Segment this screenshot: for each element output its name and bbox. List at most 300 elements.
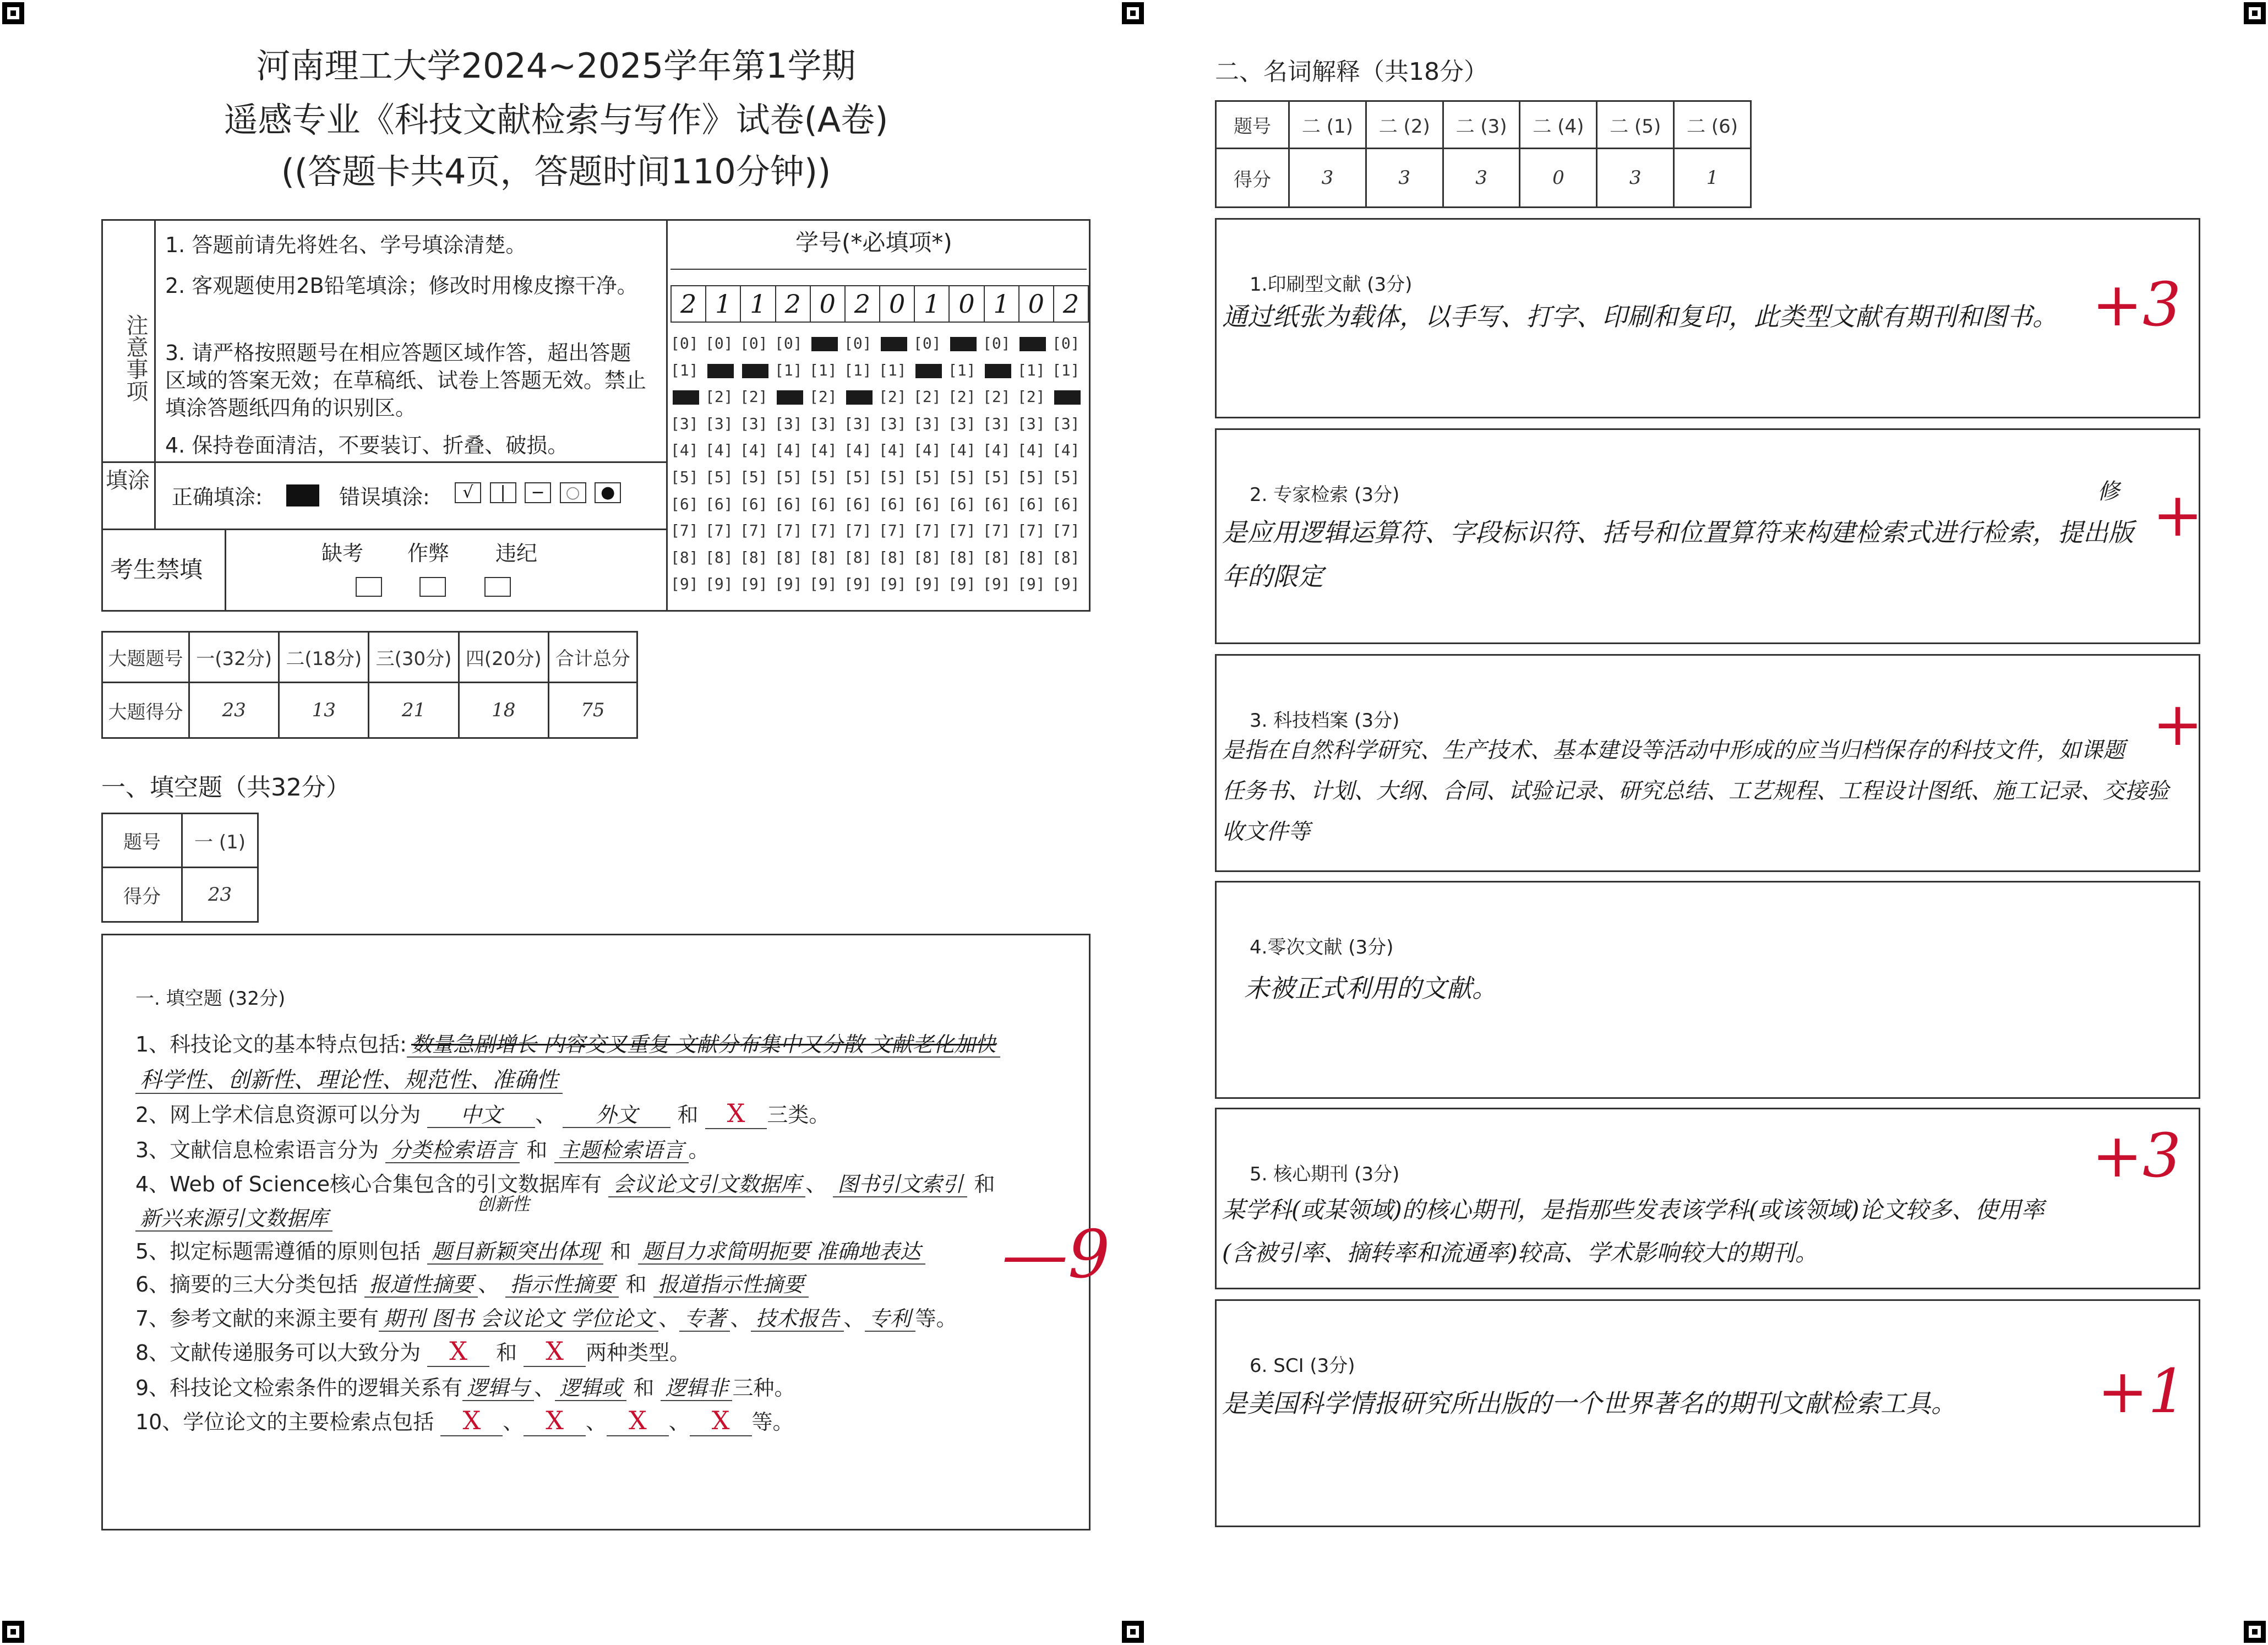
omr-bubble[interactable]: [9] [948, 575, 976, 593]
term-label: 1.印刷型文献 (3分) [1250, 274, 1413, 296]
question-answer: 题目力求简明扼要 准确地表达 [638, 1239, 925, 1265]
divider-vertical-fill [154, 461, 156, 529]
omr-bubble[interactable]: [9] [670, 575, 699, 593]
omr-bubble[interactable]: [3] [948, 414, 976, 433]
omr-bubble[interactable]: [8] [1017, 548, 1045, 567]
term-box-3 [1215, 654, 2204, 872]
omr-bubble[interactable]: [7] [913, 521, 941, 540]
omr-bubble-filled [742, 364, 768, 378]
corner-mark-bottom-center [1122, 1621, 1144, 1643]
omr-bubble[interactable]: [2] [948, 388, 976, 406]
omr-bubble[interactable]: [9] [844, 575, 872, 593]
section2-q-no: 二 (1) [1289, 101, 1366, 149]
exam-title-line1: 河南理工大学2024~2025学年第1学期 [256, 46, 856, 86]
omr-bubble[interactable]: [8] [879, 548, 907, 567]
term-label: 2. 专家检索 (3分) [1250, 484, 1400, 506]
omr-bubble[interactable] [844, 384, 879, 411]
question-connector: 和 [496, 1341, 517, 1365]
forbid-label: 考生禁填 [110, 556, 203, 583]
omr-bubble[interactable]: [6] [740, 494, 768, 513]
divider-vertical-forbid [225, 529, 226, 612]
omr-bubble[interactable]: [3] [879, 414, 907, 433]
section2-q-no: 二 (6) [1674, 101, 1751, 149]
corner-mark-bottom-left [2, 1621, 24, 1643]
question-note: 创新性 [477, 1194, 530, 1214]
fill-correct-label: 正确填涂: [172, 485, 263, 509]
section1-inner-title: 一. 填空题 (32分) [135, 988, 286, 1010]
question-connector: 和 [677, 1103, 699, 1127]
summary-header: 一(32分) [189, 632, 279, 683]
omr-bubble[interactable]: [8] [983, 548, 1011, 567]
omr-bubble[interactable] [948, 330, 983, 357]
omr-bubble[interactable]: [7] [879, 521, 907, 540]
omr-bubble[interactable]: [8] [948, 548, 976, 567]
section2-score-table [1215, 100, 1752, 208]
omr-bubble[interactable] [740, 357, 775, 384]
omr-bubble[interactable]: [6] [775, 494, 803, 513]
omr-bubble[interactable] [775, 384, 809, 411]
omr-bubble[interactable]: [1] [1017, 361, 1045, 379]
question-answer: 逻辑与 [462, 1376, 534, 1401]
question-prompt: 4、Web of Science核心合集包含的引文数据库有 [135, 1172, 602, 1196]
summary-score: 75 [548, 683, 637, 738]
notice-item-2: 2. 客观题使用2B铅笔填涂；修改时用橡皮擦干净。 [165, 274, 638, 298]
omr-bubble[interactable]: [3] [913, 414, 941, 433]
summary-header: 合计总分 [548, 632, 637, 683]
omr-bubble[interactable]: [6] [1052, 494, 1080, 513]
cross-mark: X [705, 1098, 767, 1129]
omr-bubble[interactable]: [9] [879, 575, 907, 593]
question-answer: 主题检索语言 [554, 1138, 689, 1163]
cross-mark: X [524, 1406, 586, 1436]
question-end: 三种。 [732, 1376, 795, 1400]
summary-row-label: 大题得分 [102, 683, 189, 738]
question-4-cont [135, 1194, 530, 1232]
omr-bubble[interactable]: [7] [948, 521, 976, 540]
omr-bubble[interactable]: [4] [809, 441, 837, 460]
cross-mark: X [440, 1406, 503, 1436]
omr-bubble[interactable]: [8] [1052, 548, 1080, 567]
student-id-omr-grid[interactable] [670, 330, 1087, 600]
term-box-6 [1215, 1299, 2200, 1527]
omr-bubble[interactable]: [7] [809, 521, 837, 540]
omr-bubble[interactable]: [6] [983, 494, 1011, 513]
omr-bubble[interactable]: [0] [705, 334, 733, 352]
omr-bubble[interactable]: [7] [740, 521, 768, 540]
omr-bubble[interactable]: [0] [1052, 334, 1080, 352]
omr-bubble[interactable]: [0] [983, 334, 1011, 352]
summary-score: 13 [279, 683, 369, 738]
omr-bubble[interactable]: [0] [775, 334, 803, 352]
forbid-violation-checkbox[interactable] [484, 577, 511, 597]
term-box-1 [1215, 218, 2200, 418]
omr-bubble[interactable]: [8] [670, 548, 699, 567]
section2-score: 0 [1520, 149, 1597, 208]
summary-score: 21 [369, 683, 459, 738]
term-answer-line: 通过纸张为载体，以手写、打字、印刷和复印，此类型文献有期刊和图书。 [1222, 302, 2058, 331]
section2-title: 二、名词解释（共18分） [1215, 58, 1488, 86]
term-score-mark: +3 [2092, 269, 2182, 340]
term-answer-line: 是指在自然科学研究、生产技术、基本建设等活动中形成的应当归档保存的科技文件，如课题 [1222, 738, 2125, 763]
section2-q-no: 二 (3) [1443, 101, 1520, 149]
forbid-violation-label: 违纪 [495, 541, 538, 565]
question-3 [135, 1133, 710, 1163]
omr-bubble[interactable] [879, 330, 913, 357]
omr-bubble[interactable]: [7] [705, 521, 733, 540]
omr-bubble-filled [950, 337, 977, 351]
question-answer: 指示性摘要 [505, 1272, 619, 1298]
summary-header: 三(30分) [369, 632, 459, 683]
question-prompt: 5、拟定标题需遵循的原则包括 [135, 1239, 421, 1263]
term-score-mark: +1 [2097, 1356, 2187, 1426]
omr-bubble[interactable]: [9] [740, 575, 768, 593]
omr-bubble[interactable]: [2] [1017, 388, 1045, 406]
question-answer: 图书引文索引 [833, 1172, 967, 1197]
divider-horizontal-2 [101, 529, 666, 530]
omr-bubble[interactable]: [3] [983, 414, 1011, 433]
omr-bubble[interactable]: [3] [775, 414, 803, 433]
term-answer-line: (含被引率、摘转率和流通率)较高、学术影响较大的期刊。 [1222, 1239, 1818, 1266]
summary-score: 18 [459, 683, 548, 738]
term-box-2 [1215, 428, 2204, 644]
question-10: 10、学位论文的主要检索点包括 X 、 X 、 X 、 X 等。 [135, 1406, 794, 1435]
omr-bubble[interactable]: [3] [1017, 414, 1045, 433]
term-label: 6. SCI (3分) [1250, 1355, 1355, 1377]
omr-bubble[interactable]: [8] [740, 548, 768, 567]
notice-item-4: 4. 保持卷面清洁，不要装订、折叠、破损。 [165, 433, 569, 457]
section2-q-header: 题号 [1216, 101, 1289, 149]
omr-bubble[interactable]: [5] [809, 468, 837, 486]
omr-bubble[interactable]: [6] [948, 494, 976, 513]
question-1 [135, 1027, 1000, 1058]
student-id-digit: 2 [776, 286, 811, 322]
student-id-digit: 0 [880, 286, 915, 322]
term-note: 修 [2097, 479, 2119, 504]
question-prompt: 2、网上学术信息资源可以分为 [135, 1103, 421, 1127]
omr-bubble-filled [707, 364, 734, 378]
question-answer: 数量急剧增长 内容交叉重复 文献分布集中又分散 文献老化加快 [407, 1032, 1000, 1058]
omr-bubble[interactable]: [3] [1052, 414, 1080, 433]
section1-score: 23 [182, 868, 258, 922]
question-prompt: 1、科技论文的基本特点包括: [135, 1032, 407, 1056]
omr-bubble[interactable]: [5] [1052, 468, 1080, 486]
student-id-digit: 1 [706, 286, 741, 322]
omr-bubble[interactable]: [3] [705, 414, 733, 433]
section1-answer-box [101, 934, 1091, 1530]
omr-bubble[interactable]: [5] [1017, 468, 1045, 486]
omr-bubble[interactable]: [5] [844, 468, 872, 486]
omr-bubble[interactable]: [7] [1017, 521, 1045, 540]
question-answer: 逻辑非 [661, 1376, 732, 1401]
question-answer: 专利 [865, 1306, 915, 1332]
wrong-mark-dash: − [525, 482, 551, 503]
term-label: 5. 核心期刊 (3分) [1250, 1163, 1400, 1185]
omr-bubble-filled [811, 337, 838, 351]
fill-wrong-label: 错误填涂: [339, 485, 430, 509]
omr-bubble[interactable]: [5] [670, 468, 699, 486]
omr-bubble[interactable]: [2] [740, 388, 768, 406]
omr-bubble[interactable]: [8] [775, 548, 803, 567]
omr-bubble[interactable]: [1] [879, 361, 907, 379]
term-answer-line: 是应用逻辑运算符、字段标识符、括号和位置算符来构建检索式进行检索，提出版 [1222, 518, 2134, 547]
omr-bubble[interactable]: [4] [740, 441, 768, 460]
omr-bubble[interactable] [1017, 330, 1052, 357]
question-end: 三类。 [767, 1103, 830, 1127]
omr-bubble[interactable]: [5] [879, 468, 907, 486]
term-answer-line: 任务书、计划、大纲、合同、试验记录、研究总结、工艺规程、工程设计图纸、施工记录、交接验 [1222, 778, 2169, 804]
wrong-mark-bar: | [490, 482, 516, 503]
omr-bubble[interactable]: [4] [1017, 441, 1045, 460]
omr-bubble[interactable] [983, 357, 1017, 384]
question-answer: 技术报告 [751, 1306, 843, 1332]
omr-bubble[interactable] [913, 357, 948, 384]
omr-bubble[interactable]: [3] [844, 414, 872, 433]
question-connector: 和 [610, 1239, 631, 1263]
omr-bubble-filled [777, 390, 803, 405]
student-id-underline [670, 269, 1087, 270]
section2-score: 3 [1597, 149, 1674, 208]
omr-bubble[interactable]: [7] [983, 521, 1011, 540]
student-id-digit: 0 [811, 286, 846, 322]
omr-bubble[interactable]: [9] [1052, 575, 1080, 593]
question-6: 6、摘要的三大分类包括 报道性摘要 、 指示性摘要 和 报道指示性摘要 [135, 1267, 809, 1298]
summary-header: 四(20分) [459, 632, 548, 683]
omr-bubble-filled [985, 364, 1011, 378]
question-prompt: 8、文献传递服务可以大致分为 [135, 1341, 421, 1365]
omr-bubble[interactable]: [9] [705, 575, 733, 593]
omr-bubble[interactable]: [9] [775, 575, 803, 593]
omr-bubble[interactable]: [1] [809, 361, 837, 379]
section1-side-mark: —9 [1002, 1217, 1110, 1293]
term-label: 3. 科技档案 (3分) [1250, 710, 1400, 732]
section2-q-no: 二 (5) [1597, 101, 1674, 149]
omr-bubble[interactable]: [6] [670, 494, 699, 513]
question-answer: 报道指示性摘要 [653, 1272, 809, 1298]
omr-bubble[interactable]: [8] [844, 548, 872, 567]
omr-bubble[interactable]: [4] [879, 441, 907, 460]
section2-score: 1 [1674, 149, 1751, 208]
omr-bubble[interactable]: [6] [844, 494, 872, 513]
omr-bubble[interactable]: [6] [809, 494, 837, 513]
omr-bubble[interactable] [1052, 384, 1087, 411]
section1-title: 一、填空题（共32分） [101, 774, 350, 802]
omr-bubble[interactable]: [2] [705, 388, 733, 406]
question-prompt: 10、学位论文的主要检索点包括 [135, 1410, 434, 1434]
student-id-title: 学号(*必填项*) [795, 229, 952, 256]
omr-bubble-filled [846, 390, 873, 405]
omr-bubble[interactable]: [4] [983, 441, 1011, 460]
omr-bubble[interactable]: [2] [809, 388, 837, 406]
omr-bubble-filled [881, 337, 907, 351]
summary-header: 大题题号 [102, 632, 189, 683]
question-answer: 新兴来源引文数据库 [135, 1206, 332, 1232]
notice-item-3: 3. 请严格按照题号在相应答题区域作答，超出答题区域的答案无效；在草稿纸、试卷上答题无效。禁止填涂答题纸四角的识别区。 [165, 341, 647, 420]
question-end: 等。 [915, 1306, 957, 1331]
question-8 [135, 1336, 690, 1366]
term-answer-line: 收文件等 [1222, 819, 1310, 845]
section2-score: 3 [1443, 149, 1520, 208]
omr-bubble[interactable]: [4] [775, 441, 803, 460]
question-prompt: 9、科技论文检索条件的逻辑关系有 [135, 1376, 463, 1400]
forbid-absent-checkbox[interactable] [356, 577, 382, 597]
term-score-mark: +3 [2092, 1120, 2182, 1191]
question-1-cont [135, 1063, 563, 1094]
omr-bubble[interactable]: [4] [670, 441, 699, 460]
corner-mark-bottom-right [2244, 1621, 2266, 1643]
omr-bubble[interactable]: [9] [913, 575, 941, 593]
summary-score: 23 [189, 683, 279, 738]
question-answer: 题目新颖突出体现 [427, 1239, 603, 1265]
omr-bubble-filled [1019, 337, 1046, 351]
omr-bubble[interactable]: [7] [775, 521, 803, 540]
term-answer-line: 是美国科学情报研究所出版的一个世界著名的期刊文献检索工具。 [1222, 1388, 1956, 1418]
section1-q-header: 题号 [102, 814, 182, 868]
term-box-4 [1215, 881, 2200, 1099]
omr-bubble[interactable]: [4] [913, 441, 941, 460]
omr-bubble[interactable]: [1] [670, 361, 699, 379]
omr-bubble[interactable]: [6] [705, 494, 733, 513]
omr-bubble[interactable]: [1] [948, 361, 976, 379]
section1-score-label: 得分 [102, 868, 182, 922]
omr-bubble[interactable]: [5] [983, 468, 1011, 486]
divider-vertical-side [154, 219, 156, 461]
student-id-digit: 1 [741, 286, 776, 322]
omr-bubble[interactable]: [3] [809, 414, 837, 433]
term-box-5 [1215, 1108, 2200, 1289]
omr-bubble[interactable]: [5] [740, 468, 768, 486]
question-answer: 逻辑或 [555, 1376, 626, 1401]
term-score-mark: + [2152, 689, 2204, 759]
omr-bubble[interactable]: [9] [809, 575, 837, 593]
term-label: 4.零次文献 (3分) [1250, 936, 1394, 958]
notice-item-1: 1. 答题前请先将姓名、学号填涂清楚。 [165, 233, 527, 257]
cross-mark: X [690, 1406, 752, 1436]
student-id-digit-boxes [670, 285, 1089, 323]
omr-bubble[interactable]: [0] [913, 334, 941, 352]
omr-bubble[interactable]: [4] [948, 441, 976, 460]
omr-bubble[interactable]: [5] [948, 468, 976, 486]
omr-bubble[interactable]: [4] [705, 441, 733, 460]
question-end: 两种类型。 [585, 1341, 690, 1365]
omr-bubble[interactable]: [3] [740, 414, 768, 433]
exam-title-line2: 遥感专业《科技文献检索与写作》试卷(A卷) [223, 100, 888, 140]
section2-q-no: 二 (4) [1520, 101, 1597, 149]
student-id-digit: 2 [672, 286, 706, 322]
student-id-digit: 0 [950, 286, 984, 322]
question-7: 7、参考文献的来源主要有 期刊 图书 会议论文 学位论文 、 专著 、 技术报告 、 专利 等。 [135, 1306, 957, 1331]
question-prompt: 7、参考文献的来源主要有 [135, 1306, 379, 1331]
fill-label: 填涂 [106, 468, 150, 493]
question-4: 4、Web of Science核心合集包含的引文数据库有 会议论文引文数据库 、 图书引文索引 和 [135, 1172, 995, 1196]
fill-correct-example [286, 484, 319, 506]
omr-bubble-filled [673, 390, 699, 405]
omr-bubble[interactable]: [8] [705, 548, 733, 567]
question-prompt: 6、摘要的三大分类包括 [135, 1272, 358, 1297]
section1-score-table [101, 813, 259, 923]
question-answer: 报道性摘要 [364, 1272, 478, 1298]
omr-bubble[interactable]: [2] [879, 388, 907, 406]
omr-bubble[interactable]: [0] [844, 334, 872, 352]
term-score-mark: + [2152, 480, 2204, 550]
omr-bubble[interactable]: [5] [775, 468, 803, 486]
omr-bubble[interactable]: [8] [809, 548, 837, 567]
wrong-mark-check: √ [455, 482, 481, 503]
omr-bubble[interactable]: [1] [1052, 361, 1080, 379]
omr-bubble[interactable]: [5] [705, 468, 733, 486]
omr-bubble[interactable]: [1] [844, 361, 872, 379]
section1-q-no: 一 (1) [182, 814, 258, 868]
omr-bubble[interactable]: [6] [1017, 494, 1045, 513]
omr-bubble[interactable]: [0] [740, 334, 768, 352]
omr-bubble[interactable]: [5] [913, 468, 941, 486]
omr-bubble[interactable]: [6] [879, 494, 907, 513]
omr-bubble[interactable]: [3] [670, 414, 699, 433]
question-answer: 中文 [427, 1103, 535, 1128]
omr-bubble[interactable]: [2] [983, 388, 1011, 406]
forbid-absent-label: 缺考 [321, 541, 364, 565]
omr-bubble[interactable]: [7] [670, 521, 699, 540]
omr-bubble[interactable] [809, 330, 844, 357]
question-connector: 和 [625, 1272, 647, 1297]
omr-bubble[interactable]: [6] [913, 494, 941, 513]
cross-mark: X [427, 1336, 489, 1367]
summary-header: 二(18分) [279, 632, 369, 683]
omr-bubble[interactable]: [7] [844, 521, 872, 540]
student-id-digit: 2 [846, 286, 880, 322]
exam-title-line3: ((答题卡共4页，答题时间110分钟)) [281, 151, 831, 192]
question-answer: 专著 [679, 1306, 730, 1332]
omr-bubble[interactable]: [8] [913, 548, 941, 567]
wrong-mark-dot: ● [595, 482, 621, 503]
omr-bubble[interactable]: [4] [844, 441, 872, 460]
question-end: 。 [688, 1138, 710, 1162]
section2-score-label: 得分 [1216, 149, 1289, 208]
omr-bubble[interactable] [705, 357, 740, 384]
student-id-digit: 1 [985, 286, 1019, 322]
omr-bubble[interactable]: [2] [913, 388, 941, 406]
section2-score: 3 [1289, 149, 1366, 208]
question-2: 2、网上学术信息资源可以分为 中文 、 外文 和 X 三类。 [135, 1098, 830, 1128]
corner-mark-top-left [2, 2, 24, 24]
fill-wrong-examples [451, 482, 621, 503]
divider-vertical-notice [666, 219, 668, 612]
omr-bubble[interactable]: [1] [775, 361, 803, 379]
forbid-cheat-checkbox[interactable] [419, 577, 446, 597]
corner-mark-top-right [2244, 2, 2266, 24]
term-answer-line: 年的限定 [1222, 562, 1323, 591]
omr-bubble[interactable]: [0] [670, 334, 699, 352]
question-connector: 和 [633, 1376, 655, 1400]
omr-bubble[interactable]: [9] [1017, 575, 1045, 593]
omr-bubble[interactable]: [4] [1052, 441, 1080, 460]
question-answer: 科学性、创新性、理论性、规范性、准确性 [135, 1067, 563, 1094]
student-id-digit: 0 [1019, 286, 1054, 322]
question-end: 等。 [751, 1410, 794, 1434]
student-id-digit: 1 [915, 286, 950, 322]
summary-score-table [101, 631, 638, 739]
omr-bubble-filled [1054, 390, 1081, 405]
cross-mark: X [607, 1406, 669, 1436]
omr-bubble[interactable]: [9] [983, 575, 1011, 593]
question-prompt: 3、文献信息检索语言分为 [135, 1138, 379, 1162]
question-connector: 和 [974, 1172, 995, 1196]
omr-bubble[interactable] [670, 384, 705, 411]
question-answer: 期刊 图书 会议论文 学位论文 [379, 1306, 658, 1332]
corner-mark-top-center [1122, 2, 1144, 24]
question-answer: 会议论文引文数据库 [608, 1172, 805, 1197]
omr-bubble[interactable]: [7] [1052, 521, 1080, 540]
section2-score: 3 [1366, 149, 1443, 208]
